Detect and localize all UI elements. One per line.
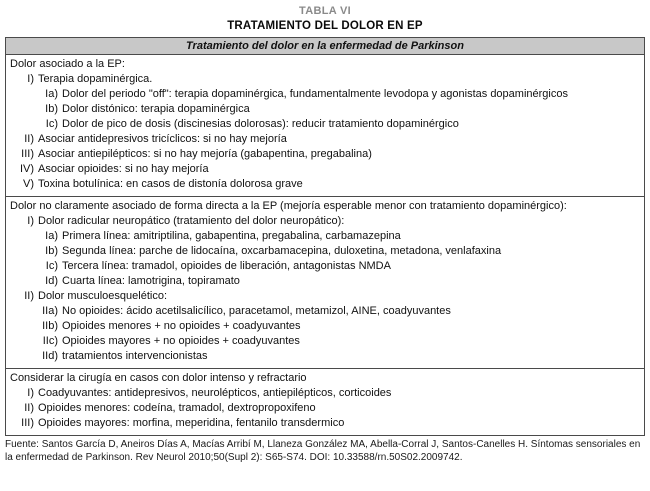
- line-text: Considerar la cirugía en casos con dolor intenso y refractario: [10, 372, 307, 385]
- table-line: [10, 274, 640, 289]
- line-number: II): [24, 290, 34, 303]
- table-section: [6, 196, 644, 368]
- line-number: IIb): [42, 320, 58, 333]
- line-number: III): [21, 148, 34, 161]
- table-line: [10, 132, 640, 147]
- line-number: Ic): [45, 260, 58, 273]
- table-line: [10, 162, 640, 177]
- line-text: Dolor no claramente asociado de forma directa a la EP (mejoría esperable menor con tratamiento dopaminérgico):: [10, 200, 567, 213]
- table-line: [10, 386, 640, 401]
- table-line: [10, 177, 640, 192]
- line-number: Ic): [45, 118, 58, 131]
- line-text: Dolor musculoesquelético:: [38, 290, 168, 303]
- line-number: IId): [42, 350, 58, 363]
- line-number: II): [24, 133, 34, 146]
- table-caption: [5, 5, 645, 33]
- line-text: Opioides mayores: morfina, meperidina, fentanilo transdermico: [38, 417, 345, 430]
- line-number: Ib): [45, 103, 58, 116]
- table-line: [10, 304, 640, 319]
- table-line: [10, 214, 640, 229]
- table-line: [10, 349, 640, 364]
- line-text: Asociar antidepresivos tricíclicos: si no hay mejoría: [38, 133, 287, 146]
- line-text: Terapia dopaminérgica.: [38, 73, 153, 86]
- line-number: III): [21, 417, 34, 430]
- table-line: [10, 199, 640, 214]
- table-line: [10, 259, 640, 274]
- line-text: Cuarta línea: lamotrigina, topiramato: [62, 275, 240, 288]
- line-text: Dolor del periodo "off": terapia dopaminérgica, fundamentalmente levodopa y agonistas dopaminérgicos: [62, 88, 568, 101]
- table-line: [10, 371, 640, 386]
- table-line: [10, 57, 640, 72]
- line-number: I): [27, 73, 34, 86]
- line-text: Segunda línea: parche de lidocaína, oxcarbamacepina, duloxetina, metadona, venlafaxina: [62, 245, 502, 258]
- line-number: Id): [45, 275, 58, 288]
- line-number: I): [27, 387, 34, 400]
- line-number: V): [23, 178, 34, 191]
- table-line: [10, 102, 640, 117]
- line-number: II): [24, 402, 34, 415]
- table-section: [6, 368, 644, 435]
- table-title: TRATAMIENTO DEL DOLOR EN EP: [227, 19, 423, 32]
- line-number: Ia): [45, 88, 58, 101]
- table-body: [6, 55, 644, 435]
- source-note: Fuente: Santos García D, Aneiros Días A, Macías Arribí M, Llaneza González MA, Abella-Corral J, Santos-Canelles H. Síntomas sensoriales en la enfermedad de Parkinson. Rev Neurol 2010;50(Supl 2): S65-S74. DOI: 10.33588/rn.50S02.2009742.: [5, 439, 641, 463]
- table-label: TABLA VI: [299, 5, 351, 17]
- line-text: Opioides mayores + no opioides + coadyuvantes: [62, 335, 300, 348]
- line-text: Tercera línea: tramadol, opioides de liberación, antagonistas NMDA: [62, 260, 391, 273]
- line-text: Toxina botulínica: en casos de distonía dolorosa grave: [38, 178, 303, 191]
- table-line: [10, 117, 640, 132]
- table-section: [6, 55, 644, 196]
- line-text: Asociar opioides: si no hay mejoría: [38, 163, 209, 176]
- table-line: [10, 147, 640, 162]
- table-line: [10, 416, 640, 431]
- table-line: [10, 244, 640, 259]
- table-line: [10, 72, 640, 87]
- line-text: Primera línea: amitriptilina, gabapentina, pregabalina, carbamazepina: [62, 230, 401, 243]
- line-number: IV): [19, 163, 34, 176]
- table-line: [10, 289, 640, 304]
- line-text: Opioides menores: codeína, tramadol, dextropropoxifeno: [38, 402, 316, 415]
- line-number: IIa): [42, 305, 58, 318]
- table-line: [10, 87, 640, 102]
- table-line: [10, 401, 640, 416]
- line-text: tratamientos intervencionistas: [62, 350, 208, 363]
- line-text: Dolor radicular neuropático (tratamiento del dolor neuropático):: [38, 215, 345, 228]
- line-text: Dolor distónico: terapia dopaminérgica: [62, 103, 250, 116]
- line-text: Coadyuvantes: antidepresivos, neurolépticos, antiepilépticos, corticoides: [38, 387, 392, 400]
- table-line: [10, 334, 640, 349]
- line-text: Dolor asociado a la EP:: [10, 58, 125, 71]
- table-header-band: Tratamiento del dolor en la enfermedad de Parkinson: [6, 38, 644, 55]
- line-number: Ia): [45, 230, 58, 243]
- line-text: Dolor de pico de dosis (discinesias dolorosas): reducir tratamiento dopaminérgico: [62, 118, 459, 131]
- line-text: Asociar antiepilépticos: si no hay mejoría (gabapentina, pregabalina): [38, 148, 372, 161]
- line-number: Ib): [45, 245, 58, 258]
- line-text: Opioides menores + no opioides + coadyuvantes: [62, 320, 301, 333]
- table-line: [10, 229, 640, 244]
- treatment-table: [5, 37, 645, 436]
- table-line: [10, 319, 640, 334]
- line-number: I): [27, 215, 34, 228]
- line-text: No opioides: ácido acetilsalicílico, paracetamol, metamizol, AINE, coadyuvantes: [62, 305, 451, 318]
- line-number: IIc): [42, 335, 58, 348]
